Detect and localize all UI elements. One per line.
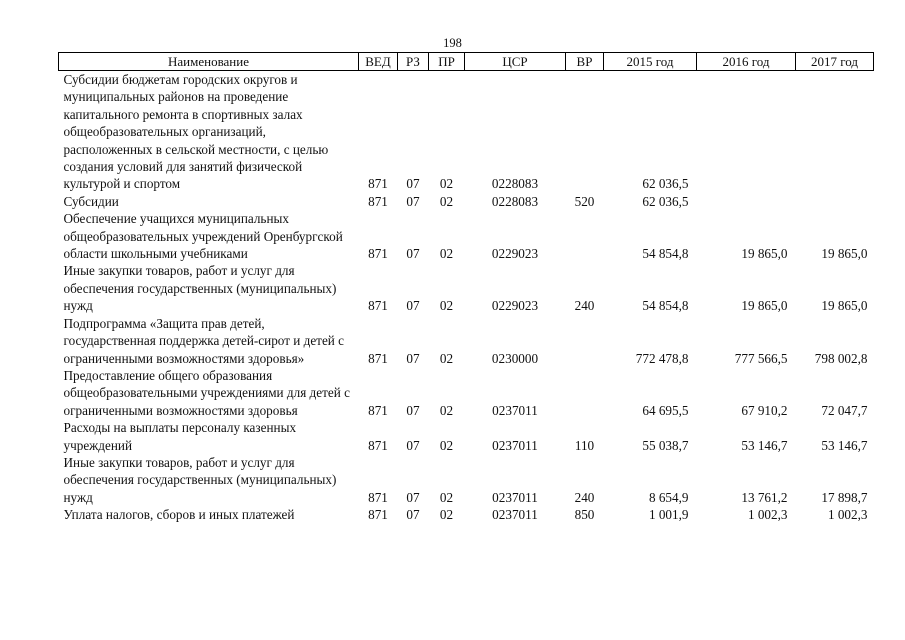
- row-value-2016: 13 761,2: [741, 489, 788, 505]
- row-value-2016: 777 566,5: [734, 350, 788, 366]
- row-csr: 0230000: [491, 350, 539, 366]
- row-value-2015: 772 478,8: [635, 350, 689, 366]
- row-csr: 0229023: [491, 298, 539, 314]
- row-pr: 02: [439, 350, 454, 366]
- row-value-2016: 1 002,3: [747, 507, 788, 523]
- row-value-2015: 54 854,8: [642, 246, 689, 262]
- row-value-2017: [796, 71, 874, 193]
- row-ved: 871: [368, 437, 388, 453]
- header-name: Наименование: [59, 53, 359, 71]
- row-rz: 07: [406, 246, 420, 262]
- row-vr: 850: [574, 507, 595, 523]
- row-pr: 02: [439, 246, 454, 262]
- row-value-2015: 8 654,9: [648, 489, 689, 505]
- row-value-2016: [697, 193, 796, 210]
- row-rz: 07: [406, 298, 420, 314]
- page-number: 198: [443, 36, 462, 50]
- row-name: Иные закупки товаров, работ и услуг для обеспечения государственных (муниципальных) нужд: [63, 454, 337, 505]
- row-name: Иные закупки товаров, работ и услуг для обеспечения государственных (муниципальных) нужд: [63, 263, 337, 314]
- row-value-2015: 1 001,9: [648, 507, 689, 523]
- row-csr: 0237011: [492, 507, 538, 523]
- row-rz: 07: [406, 489, 420, 505]
- row-pr: 02: [439, 507, 454, 523]
- table-row: [59, 210, 874, 262]
- table-row: [59, 454, 874, 506]
- row-name: Уплата налогов, сборов и иных платежей: [63, 507, 295, 523]
- row-ved: 871: [368, 193, 388, 209]
- row-name: Субсидии бюджетам городских округов и муниципальных районов на проведение капитального ремонта в спортивных залах общеобразовательных организаций, расположенных в сельской местности, с целью создания условий для занятий физической культурой и спортом: [63, 72, 329, 192]
- row-ved: 871: [368, 298, 388, 314]
- row-pr: 02: [439, 489, 454, 505]
- row-rz: 07: [406, 176, 420, 192]
- header-2017: 2017 год: [796, 53, 874, 71]
- table-row: [59, 506, 874, 523]
- row-vr: [566, 367, 604, 419]
- table-row: [59, 262, 874, 314]
- row-value-2016: 67 910,2: [741, 402, 788, 418]
- row-vr: 520: [574, 193, 595, 209]
- row-rz: 07: [406, 437, 420, 453]
- row-ved: 871: [368, 246, 388, 262]
- row-name: Предоставление общего образования общеобразовательными учреждениями для детей с ограниченными возможностями здоровья: [63, 367, 350, 418]
- row-csr: 0228083: [491, 176, 539, 192]
- row-value-2016: 19 865,0: [741, 246, 788, 262]
- row-value-2015: 55 038,7: [642, 437, 689, 453]
- row-csr: 0228083: [491, 193, 539, 209]
- row-vr: 240: [574, 489, 595, 505]
- row-ved: 871: [368, 176, 388, 192]
- header-pr: ПР: [429, 53, 465, 71]
- row-pr: 02: [439, 437, 454, 453]
- row-csr: 0237011: [492, 402, 538, 418]
- row-ved: 871: [368, 350, 388, 366]
- row-rz: 07: [406, 193, 420, 209]
- table-row: [59, 315, 874, 367]
- row-value-2016: 53 146,7: [741, 437, 788, 453]
- row-pr: 02: [439, 193, 454, 209]
- row-name: Подпрограмма «Защита прав детей, государственная поддержка детей-сирот и детей с ограниченными возможностями здоровья»: [63, 315, 345, 366]
- row-value-2017: 17 898,7: [821, 489, 868, 505]
- row-rz: 07: [406, 402, 420, 418]
- row-pr: 02: [439, 298, 454, 314]
- row-value-2017: 798 002,8: [814, 350, 868, 366]
- row-pr: 02: [439, 402, 454, 418]
- row-value-2017: 1 002,3: [827, 507, 868, 523]
- table-row: [59, 367, 874, 419]
- row-value-2016: [697, 71, 796, 193]
- row-csr: 0229023: [491, 246, 539, 262]
- row-value-2015: 54 854,8: [642, 298, 689, 314]
- row-name: Субсидии: [63, 193, 119, 209]
- row-ved: 871: [368, 507, 388, 523]
- row-value-2017: 53 146,7: [821, 437, 868, 453]
- row-vr: [566, 210, 604, 262]
- table-header-row: [59, 53, 874, 71]
- row-value-2015: 62 036,5: [642, 176, 689, 192]
- row-vr: [566, 71, 604, 193]
- table-row: [59, 71, 874, 193]
- row-value-2017: 72 047,7: [821, 402, 868, 418]
- row-ved: 871: [368, 489, 388, 505]
- row-rz: 07: [406, 507, 420, 523]
- row-value-2015: 64 695,5: [642, 402, 689, 418]
- row-name: Расходы на выплаты персоналу казенных учреждений: [63, 420, 297, 453]
- header-ved: ВЕД: [359, 53, 398, 71]
- header-2015: 2015 год: [604, 53, 697, 71]
- row-value-2017: 19 865,0: [821, 246, 868, 262]
- header-csr: ЦСР: [465, 53, 566, 71]
- row-name: Обеспечение учащихся муниципальных общеобразовательных учреждений Оренбургской области школьными учебниками: [63, 211, 343, 262]
- header-2016: 2016 год: [697, 53, 796, 71]
- budget-table: [58, 52, 874, 524]
- row-csr: 0237011: [492, 437, 538, 453]
- row-vr: 240: [574, 298, 595, 314]
- header-rz: РЗ: [398, 53, 429, 71]
- row-value-2015: 62 036,5: [642, 193, 689, 209]
- row-value-2017: [796, 193, 874, 210]
- row-rz: 07: [406, 350, 420, 366]
- table-row: [59, 193, 874, 210]
- header-vr: ВР: [566, 53, 604, 71]
- row-pr: 02: [439, 176, 454, 192]
- row-value-2017: 19 865,0: [821, 298, 868, 314]
- row-vr: [566, 315, 604, 367]
- row-csr: 0237011: [492, 489, 538, 505]
- row-value-2016: 19 865,0: [741, 298, 788, 314]
- table-row: [59, 419, 874, 454]
- row-ved: 871: [368, 402, 388, 418]
- row-vr: 110: [574, 437, 595, 453]
